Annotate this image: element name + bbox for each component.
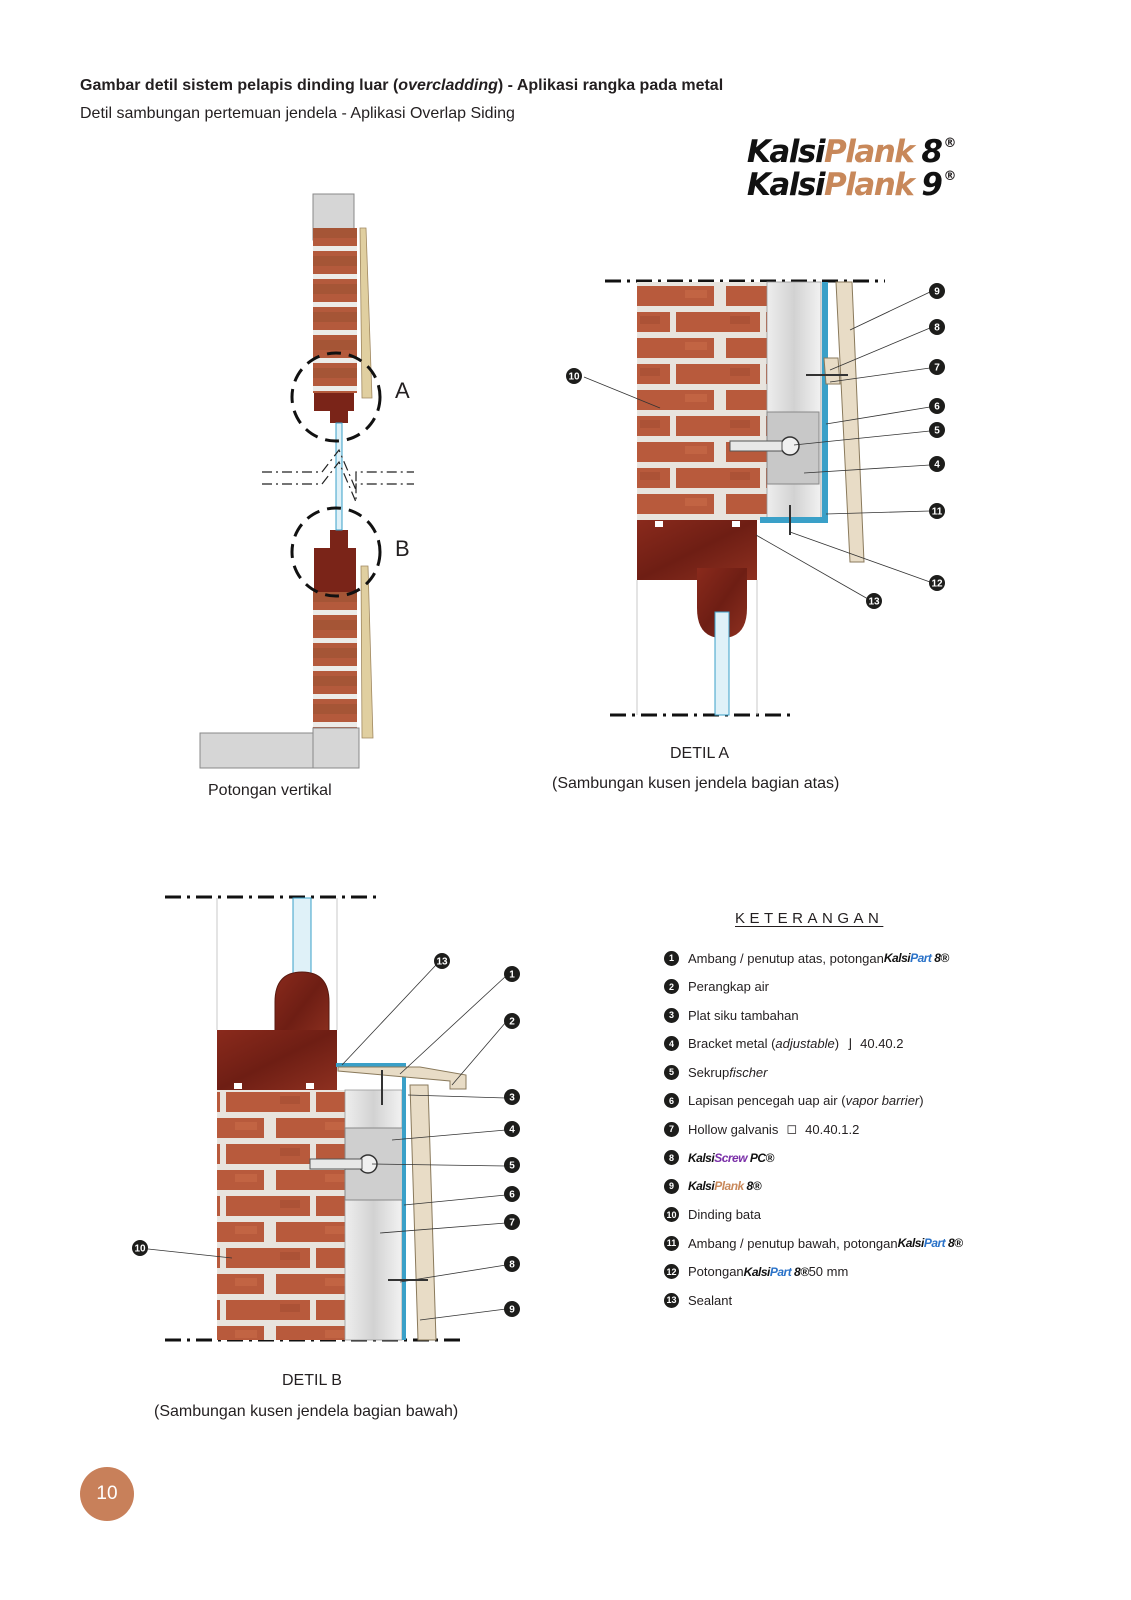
- legend-list: [664, 944, 994, 1315]
- legend-number: 7: [664, 1122, 679, 1137]
- legend-item: [664, 1286, 994, 1315]
- callout-number: 8: [934, 322, 940, 334]
- brand-logo-kalsiplank-9: KalsiPlank 9 ®: [746, 167, 955, 203]
- legend-number: 5: [664, 1065, 679, 1080]
- brand-logo-kalsiplank-8: KalsiPlank 8 ®: [746, 134, 955, 170]
- legend-code: 40.40.2: [860, 1036, 904, 1052]
- legend-item: [664, 1058, 994, 1087]
- legend-brand-part: Screw: [714, 1150, 748, 1165]
- callout-number: 5: [934, 425, 940, 437]
- detail-a-drawing: [584, 281, 930, 715]
- legend-number: 10: [664, 1207, 679, 1222]
- legend-item: [664, 1258, 994, 1287]
- detail-b-drawing: [148, 897, 506, 1340]
- legend-italic: fischer: [729, 1064, 768, 1080]
- legend-pre: Perangkap air: [688, 979, 769, 995]
- legend-number: 13: [664, 1293, 679, 1308]
- callout-number: 3: [509, 1092, 515, 1104]
- legend-brand: [744, 1265, 809, 1279]
- vertical-section-drawing: [200, 194, 414, 768]
- vertical-section-caption: Potongan vertikal: [208, 782, 332, 799]
- legend-brand-part: Part: [769, 1264, 792, 1279]
- legend-number: 1: [664, 951, 679, 966]
- legend-symbol: ◻: [786, 1121, 798, 1137]
- legend-brand: [688, 1179, 761, 1193]
- legend-brand-part: 8®: [791, 1264, 809, 1279]
- legend-title: KETERANGAN: [735, 910, 884, 927]
- page-subtitle: Detil sambungan pertemuan jendela - Aplikasi Overlap Siding: [80, 105, 515, 122]
- legend-post: ): [834, 1036, 840, 1052]
- legend-item: [664, 1172, 994, 1201]
- legend-pre: Hollow galvanis: [688, 1121, 779, 1137]
- callout-number: 9: [934, 286, 940, 298]
- callout-number: 8: [509, 1259, 515, 1271]
- legend-item: [664, 1030, 994, 1059]
- legend-pre: Ambang / penutup bawah, potongan: [688, 1235, 898, 1251]
- legend-brand-part: Kalsi: [743, 1264, 770, 1279]
- legend-symbol: ⌋: [847, 1035, 853, 1051]
- callout-number: 11: [931, 506, 943, 518]
- legend-item: [664, 944, 994, 973]
- legend-brand: [884, 951, 949, 965]
- callout-number: 4: [934, 459, 940, 471]
- legend-brand-part: 8®: [743, 1179, 762, 1194]
- legend-pre: Bracket metal (: [688, 1036, 776, 1052]
- page-title: Gambar detil sistem pelapis dinding luar (overcladding) - Aplikasi rangka pada metal: [80, 77, 724, 94]
- legend-brand-part: Kalsi: [688, 1179, 715, 1194]
- legend-italic: vapor barrier: [845, 1093, 920, 1109]
- legend-brand-part: Plank: [714, 1179, 744, 1194]
- legend-brand-part: PC®: [747, 1150, 774, 1165]
- page-number: 10: [80, 1467, 134, 1521]
- callout-number: 1: [509, 969, 515, 981]
- legend-pre: Plat siku tambahan: [688, 1007, 799, 1023]
- callout-number: 5: [509, 1160, 515, 1172]
- callout-number: 7: [934, 362, 940, 374]
- legend-brand-part: Kalsi: [688, 1150, 715, 1165]
- legend-item: [664, 1144, 994, 1173]
- legend-pre: Lapisan pencegah uap air (: [688, 1093, 846, 1109]
- legend-pre: Dinding bata: [688, 1207, 761, 1223]
- legend-brand-part: Kalsi: [897, 1236, 924, 1251]
- legend-number: 6: [664, 1093, 679, 1108]
- legend-item: [664, 973, 994, 1002]
- detail-a-marker: A: [395, 378, 410, 403]
- legend-italic: adjustable: [775, 1036, 835, 1052]
- callout-number: 2: [509, 1016, 515, 1028]
- legend-pre: Potongan: [688, 1264, 744, 1280]
- legend-post: 50 mm: [808, 1264, 849, 1280]
- callout-number: 13: [868, 596, 880, 608]
- legend-number: 8: [664, 1150, 679, 1165]
- legend-pre: Ambang / penutup atas, potongan: [688, 950, 884, 966]
- legend-number: 9: [664, 1179, 679, 1194]
- callout-number: 9: [509, 1304, 515, 1316]
- detail-b-title: DETIL B: [282, 1372, 342, 1389]
- legend-brand-part: Part: [910, 951, 932, 966]
- callout-number: 4: [509, 1124, 515, 1136]
- callout-number: 12: [931, 578, 943, 590]
- legend-item: [664, 1001, 994, 1030]
- legend-brand-part: 8®: [931, 951, 949, 966]
- callout-number: 7: [509, 1217, 515, 1229]
- callout-number: 13: [436, 956, 448, 968]
- legend-number: 12: [664, 1264, 679, 1279]
- legend-brand: [898, 1236, 963, 1250]
- detail-b-caption: (Sambungan kusen jendela bagian bawah): [154, 1403, 459, 1420]
- legend-number: 3: [664, 1008, 679, 1023]
- legend-brand: [688, 1151, 774, 1165]
- callout-number: 6: [509, 1189, 515, 1201]
- legend-pre: Sekrup: [688, 1064, 730, 1080]
- legend-item: [664, 1229, 994, 1258]
- legend-item: [664, 1115, 994, 1144]
- legend-pre: Sealant: [688, 1292, 733, 1308]
- legend-number: 2: [664, 979, 679, 994]
- legend-brand-part: Kalsi: [883, 951, 911, 966]
- legend-item: [664, 1201, 994, 1230]
- callout-number: 10: [568, 371, 580, 383]
- legend-post: ): [919, 1093, 924, 1109]
- legend-brand-part: Part: [923, 1236, 946, 1251]
- legend-number: 4: [664, 1036, 679, 1051]
- callout-number: 6: [934, 401, 940, 413]
- callout-number: 10: [134, 1243, 146, 1255]
- detail-a-title: DETIL A: [670, 745, 729, 762]
- legend-brand-part: 8®: [945, 1236, 963, 1251]
- detail-a-caption: (Sambungan kusen jendela bagian atas): [552, 775, 840, 792]
- legend-number: 11: [664, 1236, 679, 1251]
- legend-item: [664, 1087, 994, 1116]
- detail-b-marker: B: [395, 536, 410, 561]
- legend-code: 40.40.1.2: [805, 1121, 860, 1137]
